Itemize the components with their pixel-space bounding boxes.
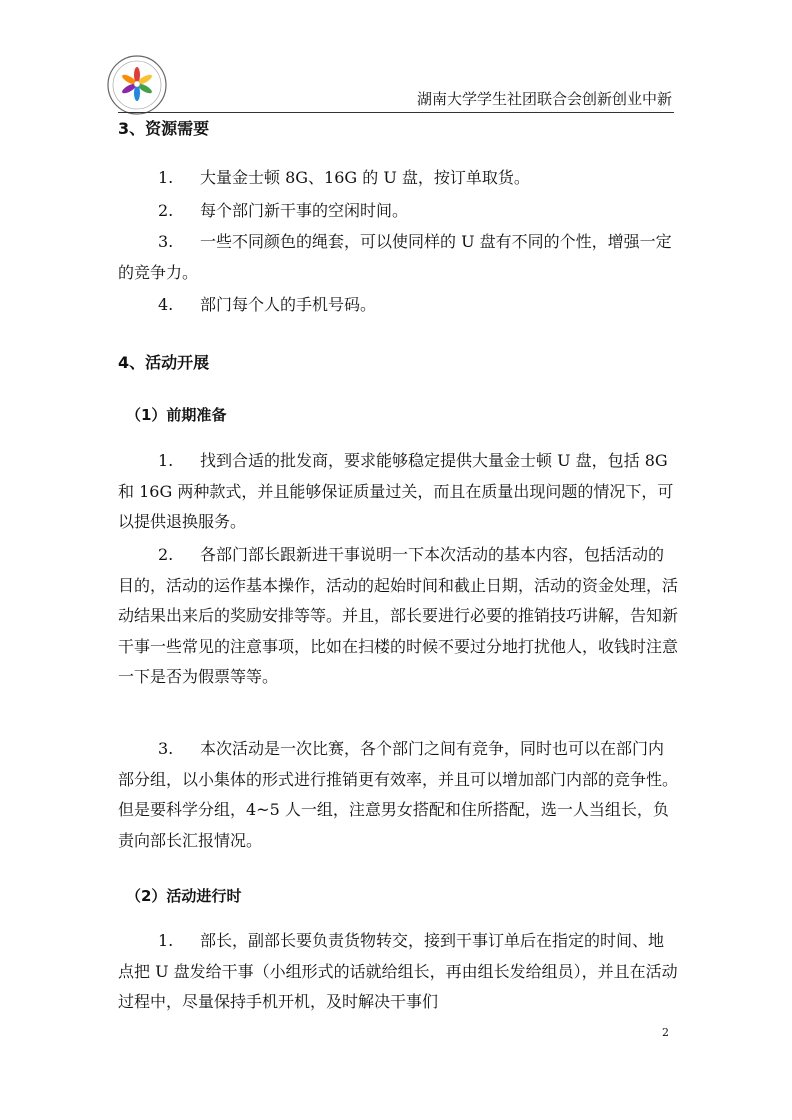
s4-sub2-item-1: 1. 部长，副部长要负责货物转交，接到干事订单后在指定的时间、地点把 U 盘发给干事（小组形式的话就给组长，再由组长发给组员），并且在活动过程中，尽量保持手机开机，及时解决干事们: [118, 931, 678, 1011]
section-3-title: 3、资源需要: [118, 119, 210, 138]
subsection-2-title: （2）活动进行时: [126, 887, 242, 905]
header-org-name: 湖南大学学生社团联合会创新创业中新: [416, 90, 672, 108]
s3-item-2: 2. 每个部门新干事的空闲时间。: [158, 201, 409, 220]
s3-item-1: 1. 大量金士顿 8G、16G 的 U 盘，按订单取货。: [158, 168, 530, 187]
s4-sub1-item-3: 3. 本次活动是一次比赛，各个部门之间有竞争，同时也可以在部门内部分组，以小集体的形式进行推销更有效率，并且可以增加部门内部的竞争性。但是要科学分组，4~5 人一组，注意男女搭配和住所搭配，选一人当组长，负责向部长汇报情况。: [118, 739, 679, 850]
s4-sub1-item-2: 2. 各部门部长跟新进干事说明一下本次活动的基本内容，包括活动的目的，活动的运作基本操作，活动的起始时间和截止日期，活动的资金处理，活动结果出来后的奖励安排等等。并且，部长要进行必要的推销技巧讲解，告知新干事一些常见的注意事项，比如在扫楼的时候不要过分地打扰他人，收钱时注意一下是否为假票等等。: [118, 545, 679, 686]
s3-item-3: 3. 一些不同颜色的绳套，可以使同样的 U 盘有不同的个性，增强一定的竞争力。: [118, 232, 672, 282]
s4-sub1-item-1: 1. 找到合适的批发商，要求能够稳定提供大量金士顿 U 盘，包括 8G 和 16G 两种款式，并且能够保证质量过关，而且在质量出现问题的情况下，可以提供退换服务。: [118, 451, 674, 531]
s3-item-4: 4. 部门每个人的手机号码。: [158, 295, 377, 314]
subsection-1-title: （1）前期准备: [126, 406, 227, 424]
section-4-title: 4、活动开展: [118, 353, 210, 372]
page-number: 2: [662, 1026, 669, 1039]
header-rule: [118, 112, 674, 113]
organization-logo-icon: [106, 54, 168, 116]
